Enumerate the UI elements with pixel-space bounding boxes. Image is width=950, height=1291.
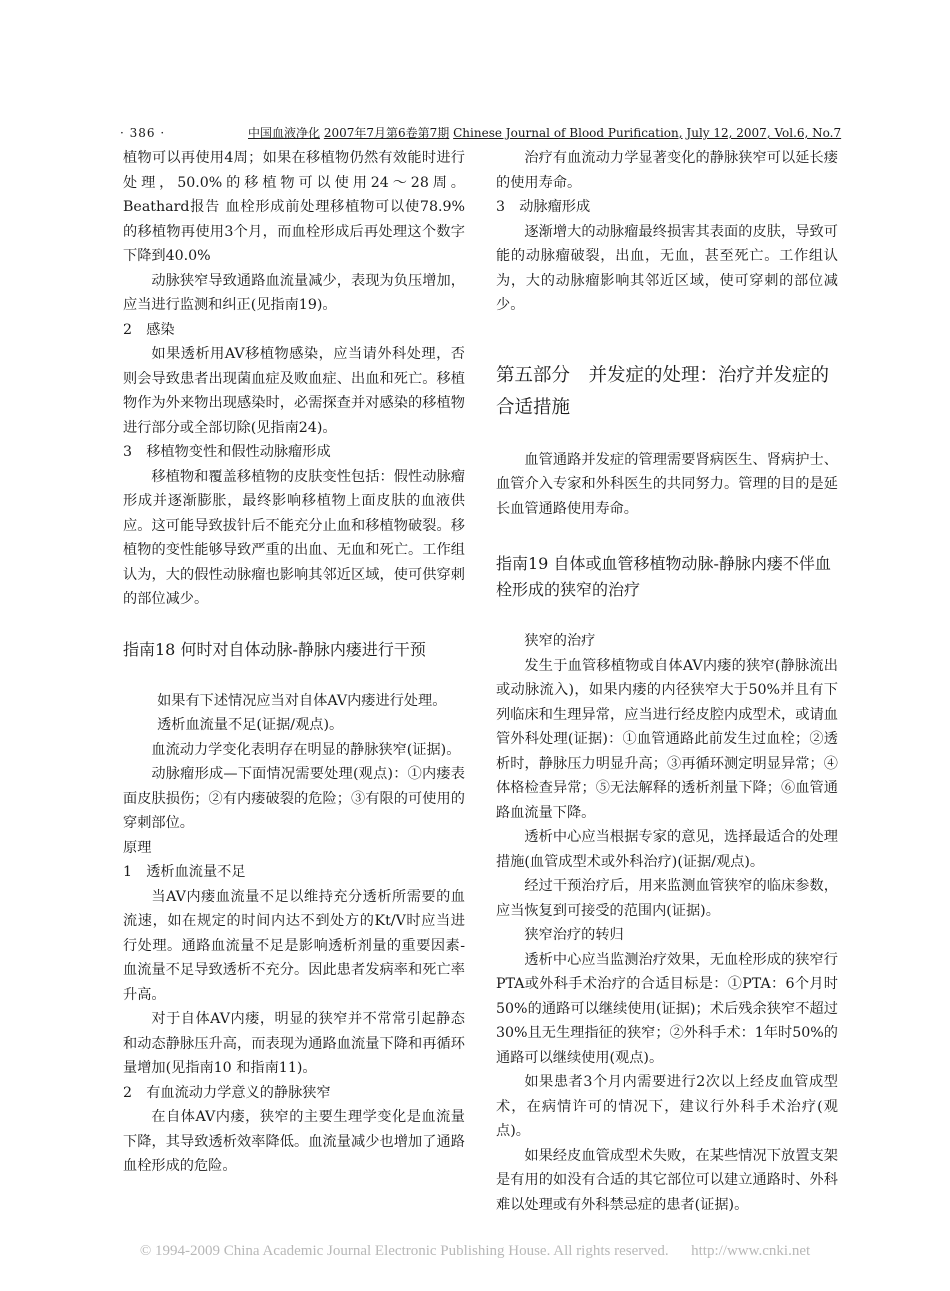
paragraph: 透析中心应当根据专家的意见，选择最适合的处理措施(血管成型术或外科治疗)(证据/观点)。 [496,829,838,870]
paragraph: 移植物和覆盖移植物的皮肤变性包括：假性动脉瘤形成并逐渐膨胀，最终影响移植物上面皮肤的血液供应。这可能导致拔针后不能充分止血和移植物破裂。移植物的变性能够导致严重的出血、无血和死亡。工作组认为，大的假性动脉瘤也影响其邻近区域，使可供穿刺的部位减少。 [123,468,465,607]
running-header [120,124,842,142]
paragraph: 逐渐增大的动脉瘤最终损害其表面的皮肤，导致可能的动脉瘤破裂，出血，无血，甚至死亡。工作组认为，大的动脉瘤影响其邻近区域，使可穿刺的部位减少。 [496,223,838,313]
part-five-heading: 第五部分 并发症的处理：治疗并发症的合适措施 [496,364,830,418]
paragraph: 当AV内瘘血流量不足以维持充分透析所需要的血流速，如在规定的时间内达不到处方的Kt/V时应当进行处理。通路血流量不足是影响透析剂量的重要因素-血流量不足导致透析不充分。因此患者发病率和死亡率升高。 [123,888,465,1003]
left-column [123,146,465,1179]
right-column [496,146,838,1217]
paragraph: 如果经皮血管成型术失败，在某些情况下放置支架是有用的如没有合适的其它部位可以建立通路时、外科难以处理或有外科禁忌症的患者(证据)。 [496,1147,838,1213]
paragraph: 治疗有血流动力学显著变化的静脉狭窄可以延长瘘的使用寿命。 [496,150,838,191]
paragraph: 透析血流量不足(证据/观点)。 [157,717,344,733]
journal-citation [248,124,841,142]
journal-name-en: Chinese Journal of Blood Purification, [453,126,683,140]
paragraph: 血管通路并发症的管理需要肾病医生、肾病护士、血管介入专家和外科医生的共同努力。管理的目的是延长血管通路使用寿命。 [496,451,838,517]
paragraph: 如果有下述情况应当对自体AV内瘘进行处理。 [157,692,447,709]
journal-issue-date: 2007年7月第6卷第7期 [323,126,450,140]
subheading: 狭窄治疗的转归 [524,927,624,943]
rationale-heading: 原理 [123,839,152,856]
footer-url[interactable]: http://www.cnki.net [691,1243,811,1259]
copyright-text: © 1994-2009 China Academic Journal Electronic Publishing House. All rights reserved. [139,1243,669,1259]
paragraph: 动脉瘤形成—下面情况需要处理(观点)：①内瘘表面皮肤损伤；②有内瘘破裂的危险；③有限的可使用的穿刺部位。 [123,766,465,831]
section-heading: 1 透析血流量不足 [123,864,246,880]
copyright-footer [0,1243,950,1260]
guideline-18-heading: 指南18 何时对自体动脉-静脉内瘘进行干预 [123,639,426,659]
paragraph: 发生于血管移植物或自体AV内瘘的狭窄(静脉流出或动脉流入)，如果内瘘的内径狭窄大于50%并且有下列临床和生理异常，应当进行经皮腔内成型术，或请血管外科处理(证据)：①血管通路此前发生过血栓；②透析时，静脉压力明显升高；③再循环测定明显异常；④体格检查异常；⑤无法解释的透析剂量下降；⑥血管通路血流量下降。 [496,657,838,821]
section-heading: 2 有血流动力学意义的静脉狭窄 [123,1084,331,1101]
paragraph: 动脉狭窄导致通路血流量减少，表现为负压增加，应当进行监测和纠正(见指南19)。 [123,272,465,313]
paragraph: 血流动力学变化表明存在明显的静脉狭窄(证据)。 [151,741,461,758]
section-heading: 3 动脉瘤形成 [496,199,591,215]
paragraph: 经过干预治疗后，用来监测血管狭窄的临床参数，应当恢复到可接受的范围内(证据)。 [496,878,838,919]
section-heading: 2 感染 [123,321,175,338]
paragraph: 植物可以再使用4周；如果在移植物仍然有效能时进行处理，50.0%的移植物可以使用24～28周。Beathard报告 血栓形成前处理移植物可以使78.9%的移植物再使用3个月，而血栓形成后再处理这个数字下降到40.0% [123,150,465,264]
journal-en-date: July 12, 2007, Vol.6, No.7 [686,126,842,140]
page-number: · 386 · [120,126,166,140]
paragraph: 如果患者3个月内需要进行2次以上经皮血管成型术，在病情许可的情况下，建议行外科手术治疗(观点)。 [496,1074,838,1139]
guideline-19-heading: 指南19 自体或血管移植物动脉-静脉内瘘不伴血栓形成的狭窄的治疗 [496,554,831,599]
paragraph: 对于自体AV内瘘，明显的狭窄并不常常引起静态和动态静脉压升高，而表现为通路血流量下降和再循环量增加(见指南10 和指南11)。 [123,1011,465,1076]
journal-name-cn: 中国血液净化 [248,126,321,140]
paragraph: 在自体AV内瘘，狭窄的主要生理学变化是血流量下降，其导致透析效率降低。血流量减少也增加了通路血栓形成的危险。 [123,1109,465,1174]
section-heading: 3 移植物变性和假性动脉瘤形成 [123,444,331,460]
paragraph: 透析中心应当监测治疗效果，无血栓形成的狭窄行PTA或外科手术治疗的合适目标是：①PTA：6个月时50%的通路可以继续使用(证据)；术后残余狭窄不超过30%且无生理指征的狭窄；②外科手术：1年时50%的通路可以继续使用(观点)。 [496,951,838,1066]
paragraph: 如果透析用AV移植物感染，应当请外科处理，否则会导致患者出现菌血症及败血症、出血和死亡。移植物作为外来物出现感染时，必需探查并对感染的移植物进行部分或全部切除(见指南24)。 [123,346,465,436]
subheading: 狭窄的治疗 [524,633,596,649]
